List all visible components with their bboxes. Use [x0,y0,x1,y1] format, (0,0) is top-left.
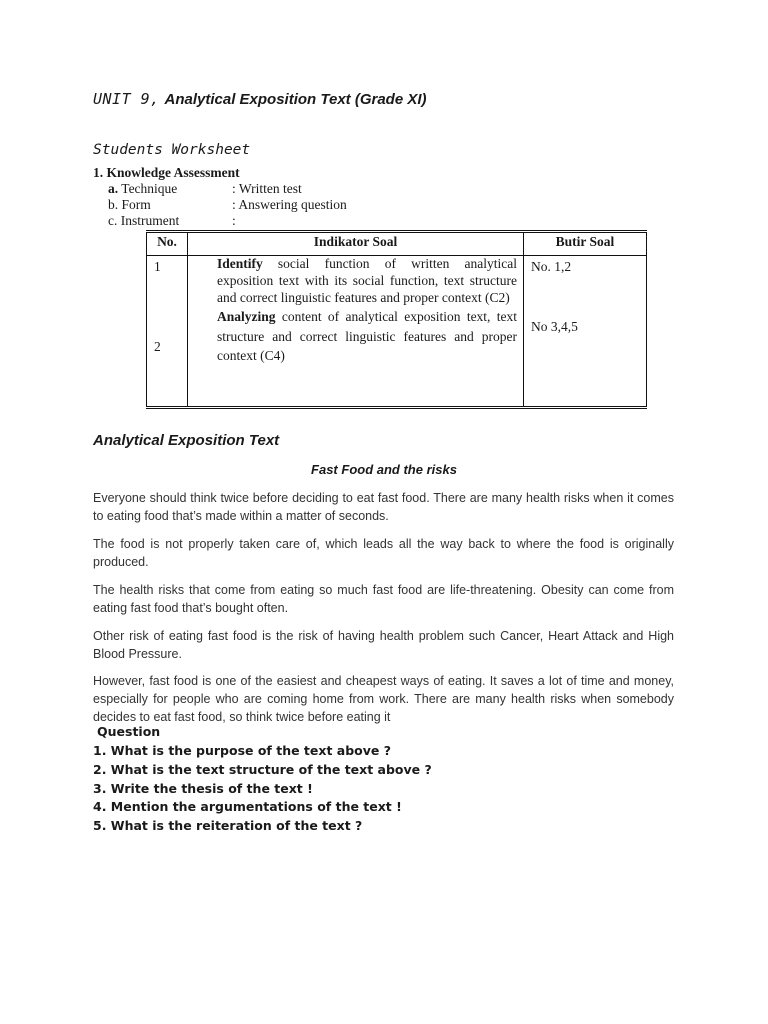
row-number: 1 [154,259,161,274]
indicator-table [146,230,647,409]
paragraph: However, fast food is one of the easiest and cheapest ways of eating. It saves a lot of time and money, especially for people who are coming home from work. There are many health risks when somebody decides to eat fast food, so think twice before eating it [93,674,674,724]
indicator-verb: Identify [217,256,263,271]
indicator-text: social function of written analytical exposition text with its social function, text structure and correct linguistic features and proper context (C2) [217,256,517,305]
question-item: 5. What is the reiteration of the text ? [93,818,363,833]
indicator-verb: Analyzing [217,309,276,325]
section-title: Analytical Exposition Text [93,432,280,449]
row-number: 2 [154,339,161,354]
question-item: 2. What is the text structure of the text above ? [93,762,432,777]
assessment-heading: 1. Knowledge Assessment [93,165,240,180]
worksheet-title: Students Worksheet [93,142,251,158]
unit-title: Analytical Exposition Text (Grade XI) [164,91,427,108]
question-item: 4. Mention the argumentations of the text ! [93,799,402,814]
indicator-text: content of analytical exposition text, text structure and correct linguistic features and proper context (C4) [217,309,517,364]
item-numbers: No. 1,2 [531,259,572,274]
indicator-1 [217,256,517,306]
indicator-2 [217,307,517,366]
paragraph: The food is not properly taken care of, which leads all the way back to where the food is originally produced. [93,537,674,569]
assessment-row-instrument [108,213,179,229]
article-title: Fast Food and the risks [311,462,457,477]
table-row [147,256,647,408]
cell-items [524,256,647,408]
paragraph: The health risks that come from eating so much fast food are life-threatening. Obesity can come from eating fast food that’s bought often. [93,583,674,615]
header-butir: Butir Soal [524,232,647,256]
cell-numbers [147,256,188,408]
header-no: No. [147,232,188,256]
row-label: Instrument [120,213,180,228]
row-label: Form [121,197,151,212]
unit-label: UNIT 9, [93,90,160,108]
item-numbers: No 3,4,5 [531,319,578,334]
assessment-row-technique [108,181,177,197]
row-prefix: c. [108,213,118,228]
unit-heading [93,90,427,108]
row-prefix: b. [108,197,119,212]
question-item: 3. Write the thesis of the text ! [93,781,313,796]
row-value: : [232,213,236,228]
row-label: Technique [121,181,178,196]
question-item: 1. What is the purpose of the text above ? [93,743,391,758]
paragraph: Other risk of eating fast food is the risk of having health problem such Cancer, Heart Attack and High Blood Pressure. [93,629,674,661]
assessment-row-form [108,197,151,213]
table-header-row [147,232,647,256]
paragraph: Everyone should think twice before deciding to eat fast food. There are many health risks when it comes to eating food that’s made within a matter of seconds. [93,491,674,523]
row-value: : Answering question [232,197,347,212]
row-value: : Written test [232,181,302,196]
row-prefix: a. [108,181,119,196]
question-heading: Question [97,724,161,739]
cell-indicators [188,256,524,408]
header-indikator: Indikator Soal [188,232,524,256]
